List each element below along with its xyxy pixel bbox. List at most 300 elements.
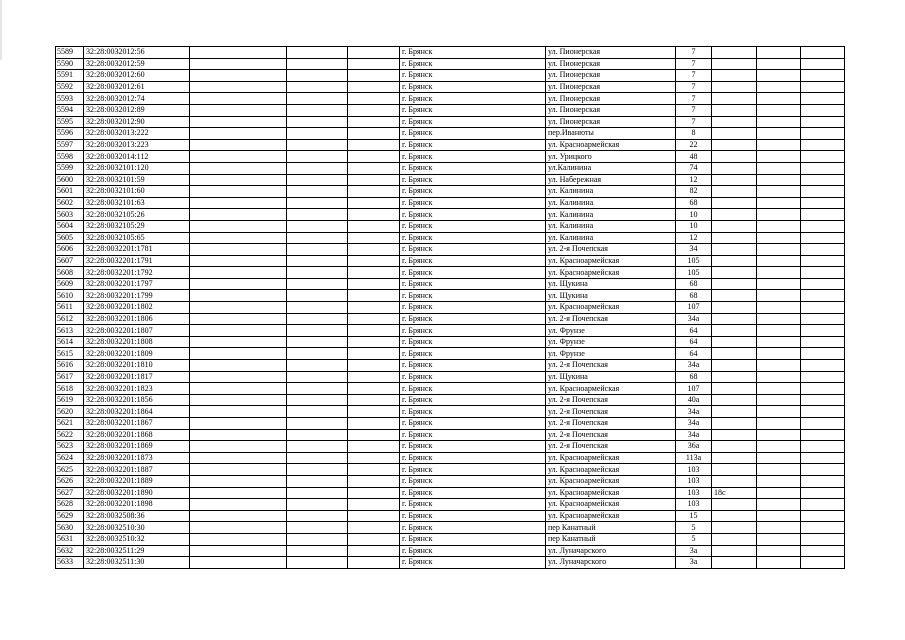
cadastral-number-cell: 32:28:0032105:26 bbox=[84, 209, 190, 221]
house-number-cell: 7 bbox=[676, 116, 712, 128]
empty-cell bbox=[287, 302, 348, 314]
record-number-cell: 5620 bbox=[56, 406, 84, 418]
empty-cell bbox=[801, 557, 845, 569]
street-cell: ул. Красноармейская bbox=[546, 475, 676, 487]
building-cell bbox=[712, 278, 757, 290]
house-number-cell: 68 bbox=[676, 290, 712, 302]
cadastral-number-cell: 32:28:0032012:59 bbox=[84, 58, 190, 70]
empty-cell bbox=[287, 267, 348, 279]
house-number-cell: 107 bbox=[676, 383, 712, 395]
street-cell: ул. 2-я Почепская bbox=[546, 244, 676, 256]
empty-cell bbox=[348, 325, 400, 337]
empty-cell bbox=[287, 325, 348, 337]
record-number-cell: 5613 bbox=[56, 325, 84, 337]
street-cell: ул. Луначарского bbox=[546, 545, 676, 557]
building-cell bbox=[712, 371, 757, 383]
empty-cell bbox=[348, 533, 400, 545]
empty-cell bbox=[190, 232, 287, 244]
empty-cell bbox=[757, 186, 801, 198]
empty-cell bbox=[348, 475, 400, 487]
building-cell bbox=[712, 302, 757, 314]
table-row bbox=[56, 93, 845, 105]
city-cell: г. Брянск bbox=[400, 464, 546, 476]
building-cell bbox=[712, 510, 757, 522]
empty-cell bbox=[190, 557, 287, 569]
house-number-cell: 7 bbox=[676, 81, 712, 93]
table-row bbox=[56, 70, 845, 82]
empty-cell bbox=[801, 139, 845, 151]
empty-cell bbox=[190, 302, 287, 314]
empty-cell bbox=[287, 232, 348, 244]
record-number-cell: 5626 bbox=[56, 475, 84, 487]
cadastral-number-cell: 32:28:0032105:65 bbox=[84, 232, 190, 244]
house-number-cell: 7 bbox=[676, 58, 712, 70]
street-cell: ул. Щукина bbox=[546, 278, 676, 290]
empty-cell bbox=[348, 58, 400, 70]
street-cell: ул. Красноармейская bbox=[546, 383, 676, 395]
city-cell: г. Брянск bbox=[400, 348, 546, 360]
empty-cell bbox=[757, 336, 801, 348]
street-cell: ул. Пионерская bbox=[546, 104, 676, 116]
empty-cell bbox=[801, 47, 845, 59]
city-cell: г. Брянск bbox=[400, 475, 546, 487]
empty-cell bbox=[757, 255, 801, 267]
house-number-cell: 34а bbox=[676, 429, 712, 441]
record-number-cell: 5604 bbox=[56, 220, 84, 232]
building-cell bbox=[712, 452, 757, 464]
empty-cell bbox=[287, 487, 348, 499]
record-number-cell: 5600 bbox=[56, 174, 84, 186]
building-cell bbox=[712, 522, 757, 534]
city-cell: г. Брянск bbox=[400, 510, 546, 522]
record-number-cell: 5594 bbox=[56, 104, 84, 116]
city-cell: г. Брянск bbox=[400, 186, 546, 198]
empty-cell bbox=[348, 406, 400, 418]
empty-cell bbox=[287, 533, 348, 545]
table-row bbox=[56, 336, 845, 348]
street-cell: ул. 2-я Почепская bbox=[546, 429, 676, 441]
empty-cell bbox=[801, 220, 845, 232]
empty-cell bbox=[348, 418, 400, 430]
empty-cell bbox=[801, 475, 845, 487]
empty-cell bbox=[801, 487, 845, 499]
record-number-cell: 5606 bbox=[56, 244, 84, 256]
house-number-cell: 64 bbox=[676, 336, 712, 348]
empty-cell bbox=[801, 302, 845, 314]
house-number-cell: 105 bbox=[676, 255, 712, 267]
city-cell: г. Брянск bbox=[400, 441, 546, 453]
building-cell bbox=[712, 128, 757, 140]
empty-cell bbox=[757, 232, 801, 244]
city-cell: г. Брянск bbox=[400, 522, 546, 534]
street-cell: ул. Калинина bbox=[546, 220, 676, 232]
empty-cell bbox=[190, 186, 287, 198]
empty-cell bbox=[757, 383, 801, 395]
table-row bbox=[56, 58, 845, 70]
record-number-cell: 5632 bbox=[56, 545, 84, 557]
empty-cell bbox=[757, 139, 801, 151]
building-cell bbox=[712, 232, 757, 244]
house-number-cell: 7 bbox=[676, 93, 712, 105]
building-cell bbox=[712, 267, 757, 279]
record-number-cell: 5622 bbox=[56, 429, 84, 441]
empty-cell bbox=[348, 302, 400, 314]
building-cell bbox=[712, 186, 757, 198]
building-cell bbox=[712, 545, 757, 557]
house-number-cell: 103 bbox=[676, 464, 712, 476]
house-number-cell: 113а bbox=[676, 452, 712, 464]
city-cell: г. Брянск bbox=[400, 487, 546, 499]
city-cell: г. Брянск bbox=[400, 406, 546, 418]
city-cell: г. Брянск bbox=[400, 232, 546, 244]
empty-cell bbox=[757, 209, 801, 221]
building-cell bbox=[712, 81, 757, 93]
building-cell bbox=[712, 360, 757, 372]
empty-cell bbox=[348, 267, 400, 279]
record-number-cell: 5608 bbox=[56, 267, 84, 279]
house-number-cell: 64 bbox=[676, 348, 712, 360]
empty-cell bbox=[287, 255, 348, 267]
empty-cell bbox=[190, 128, 287, 140]
empty-cell bbox=[287, 58, 348, 70]
record-number-cell: 5592 bbox=[56, 81, 84, 93]
table-row bbox=[56, 302, 845, 314]
empty-cell bbox=[287, 499, 348, 511]
building-cell bbox=[712, 116, 757, 128]
building-cell bbox=[712, 255, 757, 267]
building-cell bbox=[712, 47, 757, 59]
table-row bbox=[56, 81, 845, 93]
empty-cell bbox=[190, 406, 287, 418]
cadastral-number-cell: 32:28:0032012:90 bbox=[84, 116, 190, 128]
house-number-cell: 22 bbox=[676, 139, 712, 151]
street-cell: пер Канатный bbox=[546, 533, 676, 545]
empty-cell bbox=[287, 418, 348, 430]
street-cell: ул. 2-я Почепская bbox=[546, 394, 676, 406]
empty-cell bbox=[348, 174, 400, 186]
empty-cell bbox=[348, 383, 400, 395]
record-number-cell: 5590 bbox=[56, 58, 84, 70]
cadastral-number-cell: 32:28:0032201:1817 bbox=[84, 371, 190, 383]
record-number-cell: 5607 bbox=[56, 255, 84, 267]
building-cell bbox=[712, 533, 757, 545]
empty-cell bbox=[801, 244, 845, 256]
street-cell: ул. 2-я Почепская bbox=[546, 360, 676, 372]
city-cell: г. Брянск bbox=[400, 70, 546, 82]
city-cell: г. Брянск bbox=[400, 116, 546, 128]
house-number-cell: 105 bbox=[676, 267, 712, 279]
empty-cell bbox=[757, 162, 801, 174]
empty-cell bbox=[287, 81, 348, 93]
cadastral-number-cell: 32:28:0032012:56 bbox=[84, 47, 190, 59]
cadastral-number-cell: 32:28:0032201:1890 bbox=[84, 487, 190, 499]
house-number-cell: 103 bbox=[676, 475, 712, 487]
building-cell bbox=[712, 197, 757, 209]
table-row bbox=[56, 371, 845, 383]
empty-cell bbox=[190, 290, 287, 302]
registry-table-body bbox=[56, 47, 845, 569]
record-number-cell: 5617 bbox=[56, 371, 84, 383]
building-cell bbox=[712, 557, 757, 569]
empty-cell bbox=[348, 93, 400, 105]
street-cell: ул. 2-я Почепская bbox=[546, 406, 676, 418]
cadastral-number-cell: 32:28:0032014:112 bbox=[84, 151, 190, 163]
street-cell: ул. 2-я Почепская bbox=[546, 418, 676, 430]
cadastral-number-cell: 32:28:0032201:1864 bbox=[84, 406, 190, 418]
street-cell: ул. Калинина bbox=[546, 186, 676, 198]
empty-cell bbox=[190, 325, 287, 337]
empty-cell bbox=[190, 522, 287, 534]
empty-cell bbox=[348, 209, 400, 221]
city-cell: г. Брянск bbox=[400, 209, 546, 221]
street-cell: ул. Фрунзе bbox=[546, 325, 676, 337]
street-cell: ул. Пионерская bbox=[546, 81, 676, 93]
table-row bbox=[56, 209, 845, 221]
empty-cell bbox=[190, 348, 287, 360]
empty-cell bbox=[801, 58, 845, 70]
record-number-cell: 5605 bbox=[56, 232, 84, 244]
table-row bbox=[56, 255, 845, 267]
empty-cell bbox=[348, 336, 400, 348]
street-cell: ул. Красноармейская bbox=[546, 452, 676, 464]
empty-cell bbox=[757, 533, 801, 545]
record-number-cell: 5601 bbox=[56, 186, 84, 198]
empty-cell bbox=[757, 104, 801, 116]
empty-cell bbox=[757, 452, 801, 464]
street-cell: ул.Калинина bbox=[546, 162, 676, 174]
city-cell: г. Брянск bbox=[400, 267, 546, 279]
house-number-cell: 3а bbox=[676, 557, 712, 569]
empty-cell bbox=[190, 220, 287, 232]
empty-cell bbox=[348, 557, 400, 569]
table-row bbox=[56, 452, 845, 464]
empty-cell bbox=[757, 348, 801, 360]
city-cell: г. Брянск bbox=[400, 197, 546, 209]
table-row bbox=[56, 151, 845, 163]
record-number-cell: 5615 bbox=[56, 348, 84, 360]
street-cell: ул. Калинина bbox=[546, 209, 676, 221]
building-cell bbox=[712, 325, 757, 337]
empty-cell bbox=[801, 348, 845, 360]
city-cell: г. Брянск bbox=[400, 174, 546, 186]
table-row bbox=[56, 441, 845, 453]
table-row bbox=[56, 139, 845, 151]
city-cell: г. Брянск bbox=[400, 128, 546, 140]
house-number-cell: 34а bbox=[676, 406, 712, 418]
city-cell: г. Брянск bbox=[400, 557, 546, 569]
empty-cell bbox=[801, 336, 845, 348]
street-cell: ул. Урицкого bbox=[546, 151, 676, 163]
table-row bbox=[56, 418, 845, 430]
record-number-cell: 5631 bbox=[56, 533, 84, 545]
empty-cell bbox=[287, 348, 348, 360]
empty-cell bbox=[801, 383, 845, 395]
empty-cell bbox=[190, 533, 287, 545]
empty-cell bbox=[757, 81, 801, 93]
empty-cell bbox=[190, 70, 287, 82]
record-number-cell: 5609 bbox=[56, 278, 84, 290]
empty-cell bbox=[757, 325, 801, 337]
cadastral-number-cell: 32:28:0032201:1807 bbox=[84, 325, 190, 337]
record-number-cell: 5618 bbox=[56, 383, 84, 395]
table-row bbox=[56, 510, 845, 522]
record-number-cell: 5603 bbox=[56, 209, 84, 221]
cadastral-number-cell: 32:28:0032101:60 bbox=[84, 186, 190, 198]
empty-cell bbox=[190, 441, 287, 453]
cadastral-number-cell: 32:28:0032201:1802 bbox=[84, 302, 190, 314]
empty-cell bbox=[190, 499, 287, 511]
empty-cell bbox=[801, 371, 845, 383]
empty-cell bbox=[757, 522, 801, 534]
building-cell bbox=[712, 441, 757, 453]
empty-cell bbox=[190, 47, 287, 59]
empty-cell bbox=[801, 174, 845, 186]
street-cell: ул. Щукина bbox=[546, 371, 676, 383]
city-cell: г. Брянск bbox=[400, 545, 546, 557]
city-cell: г. Брянск bbox=[400, 81, 546, 93]
empty-cell bbox=[348, 545, 400, 557]
empty-cell bbox=[801, 70, 845, 82]
empty-cell bbox=[757, 128, 801, 140]
empty-cell bbox=[287, 186, 348, 198]
empty-cell bbox=[801, 267, 845, 279]
empty-cell bbox=[757, 151, 801, 163]
empty-cell bbox=[801, 394, 845, 406]
city-cell: г. Брянск bbox=[400, 104, 546, 116]
empty-cell bbox=[801, 186, 845, 198]
table-row bbox=[56, 348, 845, 360]
empty-cell bbox=[287, 220, 348, 232]
empty-cell bbox=[348, 244, 400, 256]
city-cell: г. Брянск bbox=[400, 336, 546, 348]
table-row bbox=[56, 475, 845, 487]
house-number-cell: 68 bbox=[676, 371, 712, 383]
cadastral-number-cell: 32:28:0032201:1823 bbox=[84, 383, 190, 395]
empty-cell bbox=[190, 139, 287, 151]
record-number-cell: 5621 bbox=[56, 418, 84, 430]
empty-cell bbox=[190, 81, 287, 93]
building-cell bbox=[712, 313, 757, 325]
house-number-cell: 8 bbox=[676, 128, 712, 140]
empty-cell bbox=[801, 197, 845, 209]
empty-cell bbox=[801, 418, 845, 430]
house-number-cell: 82 bbox=[676, 186, 712, 198]
cadastral-number-cell: 32:28:0032201:1810 bbox=[84, 360, 190, 372]
city-cell: г. Брянск bbox=[400, 418, 546, 430]
house-number-cell: 10 bbox=[676, 220, 712, 232]
record-number-cell: 5614 bbox=[56, 336, 84, 348]
house-number-cell: 103 bbox=[676, 487, 712, 499]
street-cell: ул. Фрунзе bbox=[546, 348, 676, 360]
city-cell: г. Брянск bbox=[400, 139, 546, 151]
empty-cell bbox=[287, 510, 348, 522]
street-cell: ул. Калинина bbox=[546, 197, 676, 209]
house-number-cell: 12 bbox=[676, 174, 712, 186]
building-cell bbox=[712, 290, 757, 302]
table-row bbox=[56, 557, 845, 569]
building-cell bbox=[712, 383, 757, 395]
empty-cell bbox=[801, 499, 845, 511]
empty-cell bbox=[287, 209, 348, 221]
empty-cell bbox=[757, 394, 801, 406]
empty-cell bbox=[757, 267, 801, 279]
empty-cell bbox=[801, 104, 845, 116]
empty-cell bbox=[348, 197, 400, 209]
empty-cell bbox=[348, 139, 400, 151]
street-cell: ул. Красноармейская bbox=[546, 487, 676, 499]
street-cell: ул. Щукина bbox=[546, 290, 676, 302]
building-cell bbox=[712, 93, 757, 105]
empty-cell bbox=[757, 499, 801, 511]
empty-cell bbox=[348, 128, 400, 140]
empty-cell bbox=[190, 418, 287, 430]
record-number-cell: 5628 bbox=[56, 499, 84, 511]
building-cell bbox=[712, 58, 757, 70]
empty-cell bbox=[757, 557, 801, 569]
empty-cell bbox=[757, 371, 801, 383]
empty-cell bbox=[801, 93, 845, 105]
city-cell: г. Брянск bbox=[400, 278, 546, 290]
city-cell: г. Брянск bbox=[400, 151, 546, 163]
empty-cell bbox=[801, 464, 845, 476]
record-number-cell: 5597 bbox=[56, 139, 84, 151]
empty-cell bbox=[757, 244, 801, 256]
table-row bbox=[56, 533, 845, 545]
empty-cell bbox=[348, 278, 400, 290]
record-number-cell: 5593 bbox=[56, 93, 84, 105]
empty-cell bbox=[757, 58, 801, 70]
empty-cell bbox=[801, 429, 845, 441]
house-number-cell: 34а bbox=[676, 313, 712, 325]
house-number-cell: 3а bbox=[676, 545, 712, 557]
empty-cell bbox=[757, 545, 801, 557]
table-row bbox=[56, 220, 845, 232]
building-cell bbox=[712, 220, 757, 232]
empty-cell bbox=[348, 116, 400, 128]
empty-cell bbox=[287, 278, 348, 290]
table-row bbox=[56, 197, 845, 209]
empty-cell bbox=[801, 406, 845, 418]
cadastral-number-cell: 32:28:0032201:1898 bbox=[84, 499, 190, 511]
empty-cell bbox=[287, 313, 348, 325]
cadastral-number-cell: 32:28:0032511:30 bbox=[84, 557, 190, 569]
street-cell: ул. Набережная bbox=[546, 174, 676, 186]
street-cell: ул. Пионерская bbox=[546, 93, 676, 105]
city-cell: г. Брянск bbox=[400, 371, 546, 383]
record-number-cell: 5596 bbox=[56, 128, 84, 140]
empty-cell bbox=[348, 452, 400, 464]
house-number-cell: 7 bbox=[676, 70, 712, 82]
empty-cell bbox=[287, 360, 348, 372]
empty-cell bbox=[757, 406, 801, 418]
empty-cell bbox=[801, 81, 845, 93]
record-number-cell: 5610 bbox=[56, 290, 84, 302]
empty-cell bbox=[190, 475, 287, 487]
empty-cell bbox=[348, 394, 400, 406]
empty-cell bbox=[190, 255, 287, 267]
table-row bbox=[56, 325, 845, 337]
record-number-cell: 5629 bbox=[56, 510, 84, 522]
empty-cell bbox=[287, 162, 348, 174]
street-cell: пер Канатный bbox=[546, 522, 676, 534]
empty-cell bbox=[801, 116, 845, 128]
city-cell: г. Брянск bbox=[400, 255, 546, 267]
house-number-cell: 12 bbox=[676, 232, 712, 244]
table-row bbox=[56, 360, 845, 372]
empty-cell bbox=[757, 174, 801, 186]
street-cell: ул. Фрунзе bbox=[546, 336, 676, 348]
cadastral-number-cell: 32:28:0032201:1868 bbox=[84, 429, 190, 441]
